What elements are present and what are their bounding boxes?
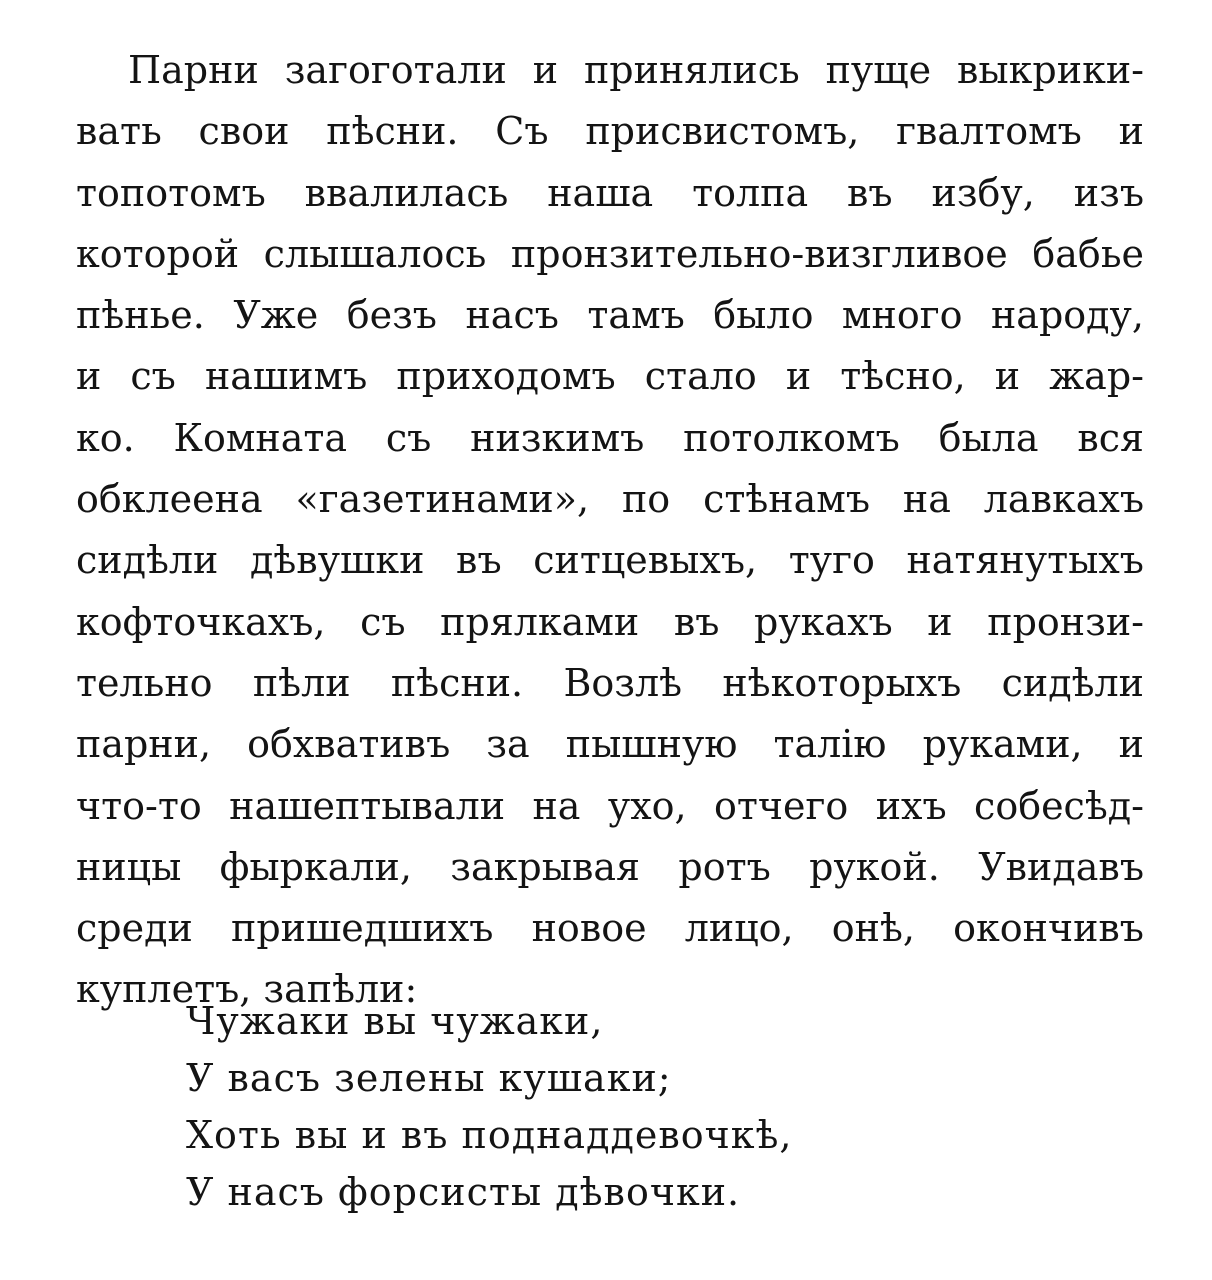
text-line: тельно пѣли пѣсни. Возлѣ нѣкоторыхъ сидѣли [76,660,1144,705]
verse-line: Чужаки вы чужаки, [186,999,604,1043]
text-line: что-то нашептывали на ухо, отчего ихъ собесѣд- [76,783,1144,828]
text-line: кофточкахъ, съ прялками въ рукахъ и пронзи- [76,599,1144,644]
text-line: ницы фыркали, закрывая ротъ рукой. Увидавъ [76,844,1144,889]
song-verse [186,993,986,1221]
text-line: ко. Комната съ низкимъ потолкомъ была вся [76,415,1144,460]
prose-paragraph [76,40,1144,1021]
verse-line: У васъ зелены кушаки; [186,1056,672,1100]
text-line: Парни загоготали и принялись пуще выкрики- [128,48,1144,92]
text-line-last: куплетъ, запѣли: [76,967,418,1012]
text-line: сидѣли дѣвушки въ ситцевыхъ, туго натянутыхъ [76,538,1144,583]
text-line: среди пришедшихъ новое лицо, онѣ, окончивъ [76,906,1144,951]
text-line: вать свои пѣсни. Съ присвистомъ, гвалтомъ и [76,109,1144,154]
verse-line: У насъ форсисты дѣвочки. [186,1170,741,1214]
text-line: пѣнье. Уже безъ насъ тамъ было много народу, [76,293,1144,338]
text-line: топотомъ ввалилась наша толпа въ избу, изъ [76,170,1144,215]
verse-line: Хоть вы и въ поднаддевочкѣ, [186,1113,793,1157]
text-line: обклеена «газетинами», по стѣнамъ на лавкахъ [76,477,1144,522]
text-line: парни, обхвативъ за пышную талію руками, и [76,722,1144,767]
text-line: и съ нашимъ приходомъ стало и тѣсно, и жар- [76,354,1144,399]
text-line: которой слышалось пронзительно-визгливое бабье [76,231,1144,276]
